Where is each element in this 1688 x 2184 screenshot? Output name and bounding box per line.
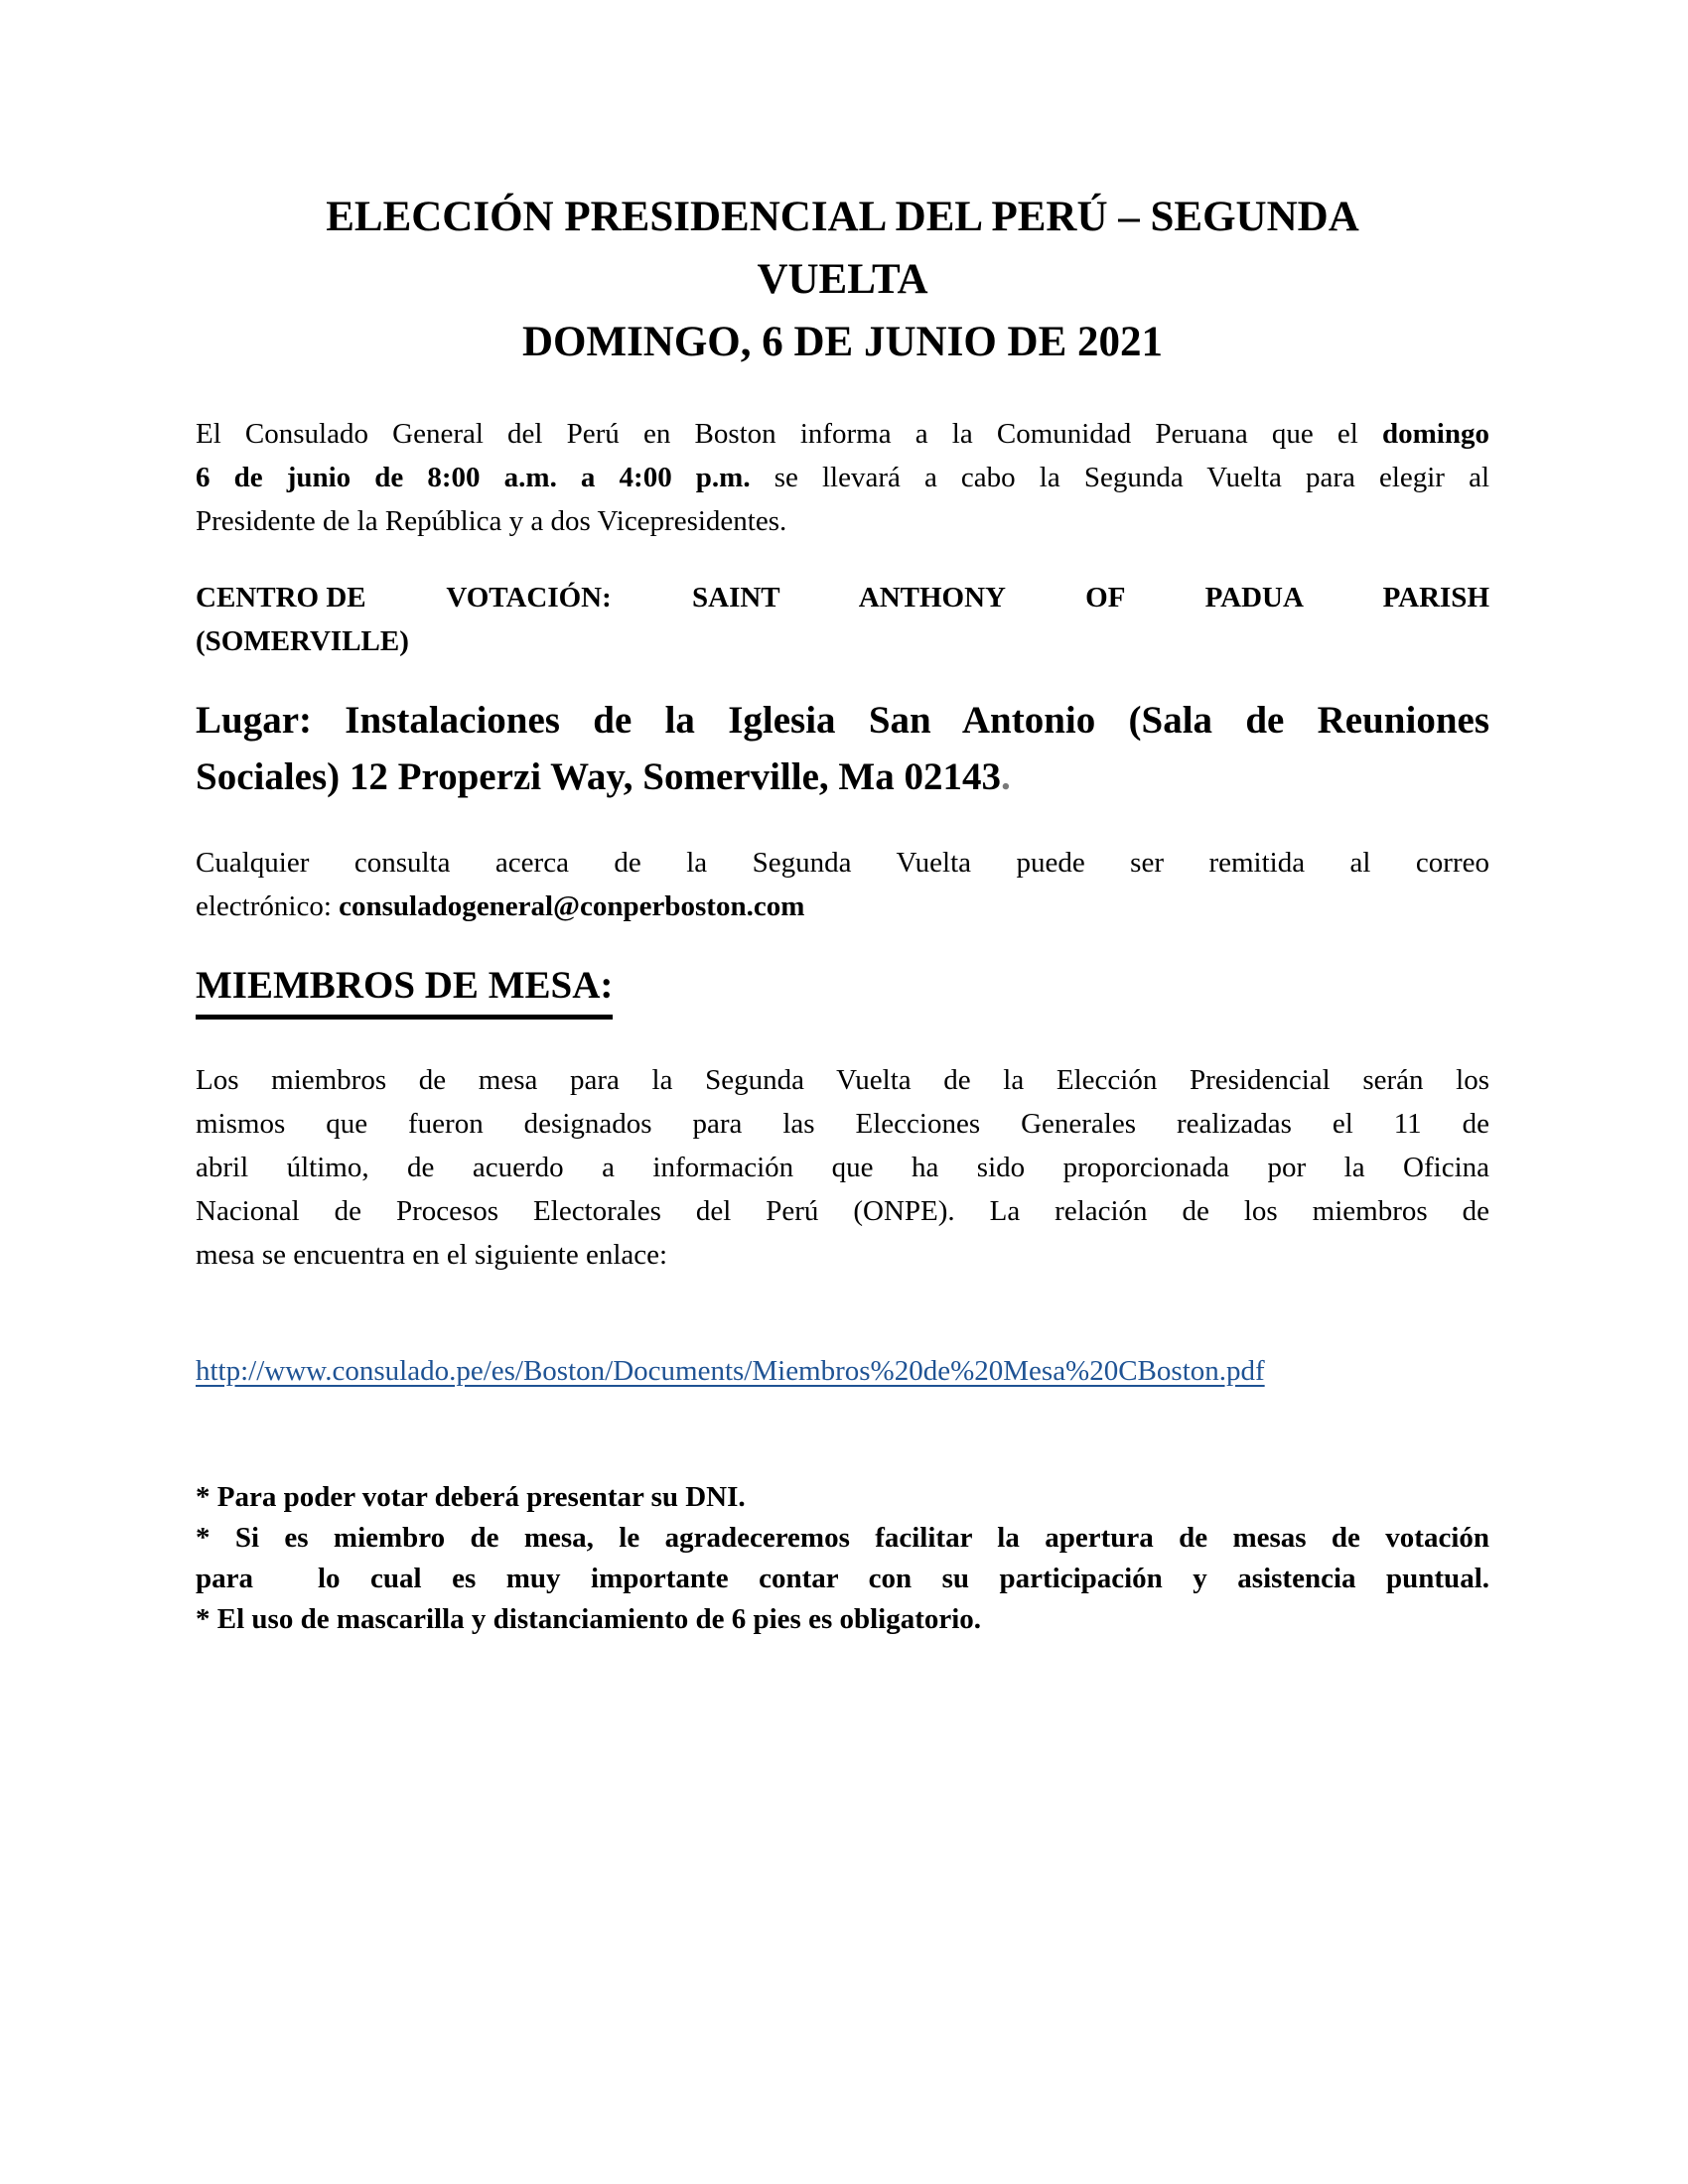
location-line: Sociales) 12 Properzi Way, Somerville, Ma 02143. bbox=[196, 755, 1011, 798]
intro-line: El Consulado General del Perú en Boston informa a la Comunidad Peruana que el domingo bbox=[196, 418, 1489, 450]
title-line-1: ELECCIÓN PRESIDENCIAL DEL PERÚ – SEGUNDA bbox=[326, 194, 1359, 240]
link-paragraph bbox=[196, 1349, 1489, 1393]
title-line-2: VUELTA bbox=[757, 256, 928, 303]
note-line: para lo cual es muy importante contar con su participación y asistencia puntual. bbox=[196, 1563, 1489, 1594]
members-paragraph-line: mesa se encuentra en el siguiente enlace: bbox=[196, 1239, 668, 1271]
members-heading-text: MIEMBROS DE MESA: bbox=[196, 961, 613, 1020]
intro-line: 6 de junio de 8:00 a.m. a 4:00 p.m. se llevará a cabo la Segunda Vuelta para elegir al bbox=[196, 462, 1489, 493]
note-line: * El uso de mascarilla y distanciamiento de 6 pies es obligatorio. bbox=[196, 1603, 982, 1635]
members-paragraph-line: abril último, de acuerdo a información que ha sido proporcionada por la Oficina bbox=[196, 1152, 1489, 1183]
notes-list bbox=[196, 1477, 1489, 1640]
members-paragraph bbox=[196, 1058, 1489, 1277]
document-title bbox=[196, 186, 1489, 373]
contact-line: Cualquier consulta acerca de la Segunda Vuelta puede ser remitida al correo bbox=[196, 847, 1489, 879]
members-paragraph-line: mismos que fueron designados para las Elecciones Generales realizadas el 11 de bbox=[196, 1108, 1489, 1140]
intro-line: Presidente de la República y a dos Vicepresidentes. bbox=[196, 505, 787, 537]
members-paragraph-line: Nacional de Procesos Electorales del Perú (ONPE). La relación de los miembros de bbox=[196, 1195, 1489, 1227]
voting-center-line: (SOMERVILLE) bbox=[196, 625, 409, 657]
voting-center-paragraph bbox=[196, 576, 1489, 663]
intro-paragraph bbox=[196, 412, 1489, 543]
contact-paragraph bbox=[196, 841, 1489, 928]
contact-line: electrónico: consuladogeneral@conperboston.com bbox=[196, 890, 805, 922]
location-paragraph bbox=[196, 692, 1489, 805]
location-line: Lugar: Instalaciones de la Iglesia San Antonio (Sala de Reuniones bbox=[196, 699, 1489, 742]
title-line-3: DOMINGO, 6 DE JUNIO DE 2021 bbox=[521, 319, 1164, 365]
note-line: * Si es miembro de mesa, le agradeceremos facilitar la apertura de mesas de votación bbox=[196, 1522, 1489, 1554]
note-line: * Para poder votar deberá presentar su DNI. bbox=[196, 1481, 746, 1513]
members-paragraph-line: Los miembros de mesa para la Segunda Vuelta de la Elección Presidencial serán los bbox=[196, 1064, 1489, 1096]
pdf-link[interactable]: http://www.consulado.pe/es/Boston/Documents/Miembros%20de%20Mesa%20CBoston.pdf bbox=[196, 1355, 1265, 1387]
members-heading bbox=[196, 961, 1489, 1020]
voting-center-line: CENTRO DE VOTACIÓN: SAINT ANTHONY OF PADUA PARISH bbox=[196, 582, 1489, 614]
